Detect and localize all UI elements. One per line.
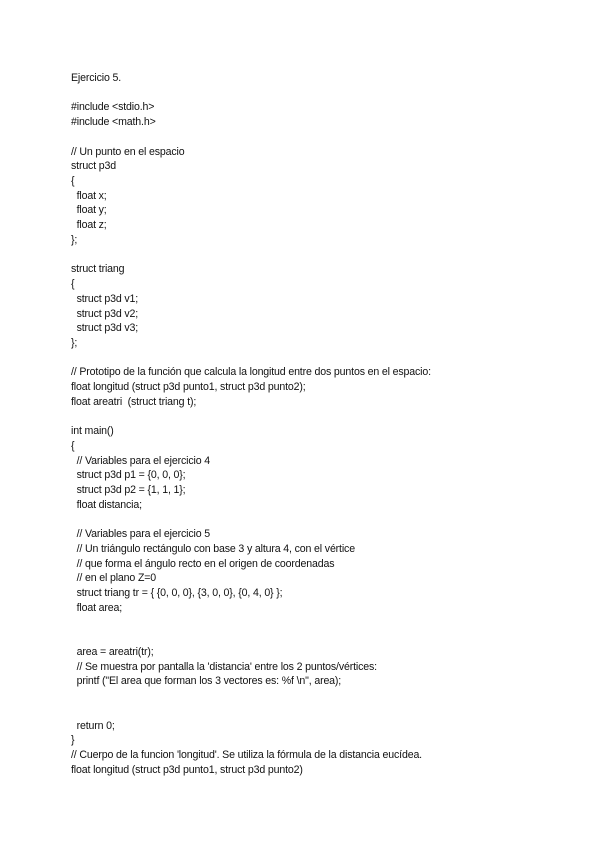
code-line: area = areatri(tr);: [71, 646, 154, 659]
code-line: // Variables para el ejercicio 4: [71, 454, 210, 467]
code-line: float y;: [71, 204, 107, 217]
blank-line: [71, 86, 571, 101]
code-line: struct p3d v3;: [71, 322, 139, 335]
code-line: float z;: [71, 219, 107, 232]
code-line: float longitud (struct p3d punto1, struct p3d punto2): [71, 763, 303, 776]
code-line: };: [71, 233, 78, 246]
code-line: struct triang: [71, 263, 125, 276]
blank-line: [71, 248, 571, 263]
code-line: struct p3d: [71, 160, 117, 173]
code-line: }: [71, 734, 75, 747]
code-line: return 0;: [71, 719, 115, 732]
code-line: // Prototipo de la función que calcula la longitud entre dos puntos en el espacio:: [71, 366, 431, 379]
code-line: float areatri (struct triang t);: [71, 395, 197, 408]
blank-line: [71, 689, 571, 704]
code-line: // Un punto en el espacio: [71, 145, 185, 158]
code-line: // que forma el ángulo recto en el origen de coordenadas: [71, 557, 335, 570]
blank-line: [71, 410, 571, 425]
code-listing: [71, 71, 571, 778]
code-line: };: [71, 336, 78, 349]
code-line: struct triang tr = { {0, 0, 0}, {3, 0, 0}, {0, 4, 0} };: [71, 587, 283, 600]
code-line: struct p3d p1 = {0, 0, 0};: [71, 469, 186, 482]
code-line: // Variables para el ejercicio 5: [71, 528, 210, 541]
code-line: printf ("El area que forman los 3 vectores es: %f \n", area);: [71, 675, 342, 688]
code-line: float area;: [71, 601, 123, 614]
code-line: struct p3d p2 = {1, 1, 1};: [71, 484, 186, 497]
code-line: struct p3d v2;: [71, 307, 139, 320]
code-line: {: [71, 439, 75, 452]
blank-line: [71, 351, 571, 366]
blank-line: [71, 130, 571, 145]
code-line: #include <math.h>: [71, 116, 156, 129]
code-line: // en el plano Z=0: [71, 572, 157, 585]
code-line: float distancia;: [71, 498, 142, 511]
blank-line: [71, 630, 571, 645]
code-line: // Un triángulo rectángulo con base 3 y altura 4, con el vértice: [71, 543, 355, 555]
code-line: float x;: [71, 189, 107, 202]
blank-line: [71, 513, 571, 528]
code-line: #include <stdio.h>: [71, 101, 155, 114]
code-line: int main(): [71, 425, 114, 438]
code-line: float longitud (struct p3d punto1, struct p3d punto2);: [71, 381, 306, 394]
code-line: {: [71, 278, 75, 291]
blank-line: [71, 616, 571, 631]
code-line: Ejercicio 5.: [71, 72, 122, 84]
code-line: struct p3d v1;: [71, 292, 139, 305]
blank-line: [71, 704, 571, 719]
code-line: // Cuerpo de la funcion 'longitud'. Se utiliza la fórmula de la distancia eucídea.: [71, 749, 422, 762]
code-line: // Se muestra por pantalla la 'distancia' entre los 2 puntos/vértices:: [71, 660, 377, 673]
code-line: {: [71, 175, 75, 188]
